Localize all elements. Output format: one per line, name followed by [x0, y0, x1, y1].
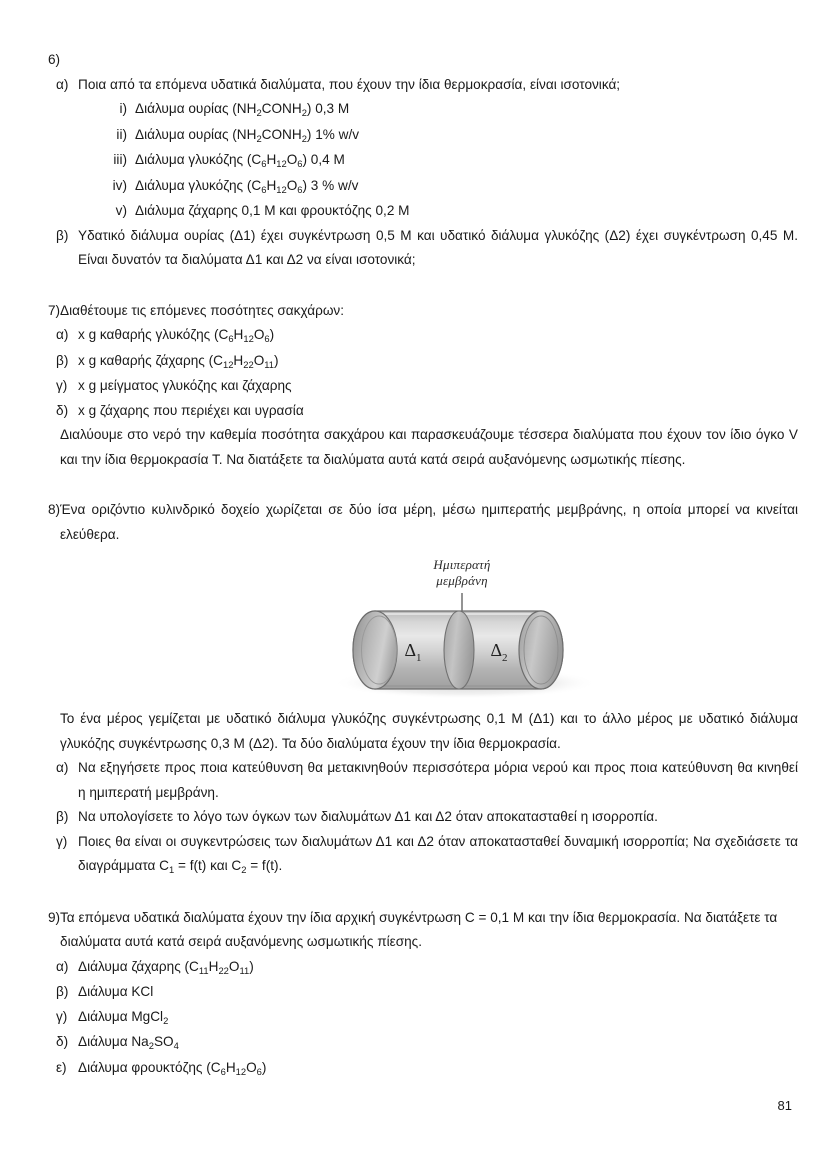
question-9-item-d — [48, 1030, 798, 1056]
question-8-items — [30, 756, 798, 880]
section-gap — [30, 472, 798, 498]
cylinder-diagram-icon — [313, 555, 613, 707]
subitem-text: Διάλυμα ζάχαρης 0,1 M και φρουκτόζης 0,2 M — [135, 203, 410, 218]
membrane-label-line-1: Ημιπερατή — [433, 557, 491, 572]
item-marker: β) — [56, 809, 69, 824]
question-7-item-c — [48, 374, 798, 399]
question-9-item-e — [48, 1056, 798, 1082]
section-gap — [30, 273, 798, 299]
question-7-closing-row — [30, 423, 798, 472]
item-marker: β) — [56, 352, 69, 368]
item-text: Να υπολογίσετε το λόγο των όγκων των διαλυμάτων Δ1 και Δ2 όταν αποκατασταθεί η ισορροπία. — [78, 809, 658, 824]
item-text: Διάλυμα ζάχαρης $(C_{11}H_{22}O_{11})$ — [78, 958, 254, 976]
subitem-marker: iii) — [113, 152, 127, 167]
item-text: x g καθαρής ζάχαρης $(C_{12}H_{22}O_{11})$ — [78, 352, 279, 370]
item-text: x g ζάχαρης που περιέχει και υγρασία — [78, 402, 304, 418]
question-after-figure-text: Το ένα μέρος γεμίζεται με υδατικό διάλυμα γλυκόζης συγκέντρωσης 0,1 M (Δ1) και το άλλο μέρος με υδατικό διάλυμα γλυκόζης συγκέντρωσης 0,3 M (Δ2). Τα δύο διαλύματα έχουν την ίδια θερμοκρασία. — [60, 711, 798, 751]
item-text: Διάλυμα φρουκτόζης $(C_6H_{12}O_6)$ — [78, 1059, 267, 1077]
subitem-iv — [101, 174, 798, 200]
left-chamber-label: $\Delta_1$ — [404, 640, 422, 664]
item-marker: ε) — [56, 1059, 67, 1075]
question-intro: Ένα οριζόντιο κυλινδρικό δοχείο χωρίζεται σε δύο ίσα μέρη, μέσω ημιπερατής μεμβράνης, η οποία μπορεί να κινείται ελεύθερα. — [60, 502, 798, 542]
item-marker: δ) — [56, 402, 69, 418]
page-number: 81 — [777, 1098, 792, 1113]
figure-container — [30, 555, 798, 707]
question-6 — [30, 48, 798, 273]
subitem-i — [101, 97, 798, 123]
subitem-marker: ii) — [116, 126, 127, 142]
question-8-intro-row — [30, 498, 798, 547]
question-number: 9) — [48, 909, 61, 925]
item-text: Να εξηγήσετε προς ποια κατεύθυνση θα μετακινηθούν περισσότερα μόρια νερού και προς ποια κατεύθυνση θα κινηθεί η ημιπερατή μεμβράνη. — [78, 760, 798, 800]
question-number: 8) — [48, 502, 61, 517]
semipermeable-membrane — [444, 611, 474, 689]
subitem-marker: iv) — [112, 177, 127, 193]
question-6-item-a — [30, 73, 798, 98]
item-marker: α) — [56, 958, 69, 974]
item-marker: α) — [56, 760, 69, 775]
subitem-text: Διάλυμα γλυκόζης $(C_6H_{12}O_6)$ 0,4 M — [135, 152, 345, 169]
subitem-text: Διάλυμα ουρίας $(NH_2CONH_2)$ 0,3 M — [135, 101, 350, 118]
question-number: 6) — [48, 52, 61, 67]
item-marker: γ) — [56, 1008, 68, 1024]
question-9-item-b — [48, 980, 798, 1005]
item-marker: α) — [56, 327, 69, 342]
question-closing: Διαλύουμε στο νερό την καθεμία ποσότητα σακχάρου και παρασκευάζουμε τέσσερα διαλύματα που έχουν τον ίδιο όγκο V και την ίδια θερμοκρασία Τ. Να διατάξετε τα διαλύματα αυτά κατά σειρά αυξανόμενης ωσμωτικής πίεσης. — [60, 427, 798, 467]
item-text: Διάλυμα $Na_2SO_4$ — [78, 1034, 179, 1051]
cylinder-figure — [313, 555, 613, 707]
item-text: Ποια από τα επόμενα υδατικά διαλύματα, που έχουν την ίδια θερμοκρασία, είναι ισοτονικά; — [78, 76, 621, 92]
item-text: Διάλυμα MgCl$_2$ — [78, 1008, 169, 1026]
item-text: Ποιες θα είναι οι συγκεντρώσεις των διαλυμάτων Δ1 και Δ2 όταν αποκατασταθεί δυναμική ισορροπία; Να σχεδιάσετε τα διαγράμματα $C_1 = f(t)$ και $C_2 = f(t)$. — [78, 833, 798, 875]
question-9-items — [30, 955, 798, 1082]
question-6-subitems — [30, 97, 798, 224]
right-chamber-label: $\Delta_2$ — [490, 640, 508, 664]
question-7-item-b — [48, 349, 798, 375]
question-8-item-c — [48, 830, 798, 880]
question-9-item-c — [48, 1005, 798, 1031]
question-7 — [30, 299, 798, 473]
item-text: x g μείγματος γλυκόζης και ζάχαρης — [78, 378, 292, 393]
question-9 — [30, 906, 798, 1082]
subitem-iii — [101, 148, 798, 174]
item-marker: β) — [56, 227, 69, 243]
subitem-text: Διάλυμα γλυκόζης $(C_6H_{12}O_6)$ 3 % w/v — [135, 177, 359, 195]
cylinder-right-cap — [519, 611, 563, 689]
item-marker: γ) — [56, 833, 68, 849]
subitem-marker: v) — [115, 203, 127, 218]
section-gap — [30, 880, 798, 906]
question-8-after-figure-row — [30, 707, 798, 756]
question-8-item-a — [48, 756, 798, 805]
question-9-item-a — [48, 955, 798, 981]
item-marker: β) — [56, 984, 69, 999]
question-6-item-b — [30, 224, 798, 273]
question-7-item-d — [48, 399, 798, 424]
question-6-number-row — [30, 48, 798, 73]
item-text: Υδατικό διάλυμα ουρίας (Δ1) έχει συγκέντρωση 0,5 M και υδατικό διάλυμα γλυκόζης (Δ2) έχει συγκέντρωση 0,45 M. Είναι δυνατόν τα διαλύματα Δ1 και Δ2 να είναι ισοτονικά; — [78, 227, 798, 267]
question-intro: Τα επόμενα υδατικά διαλύματα έχουν την ίδια αρχική συγκέντρωση C = 0,1 M και την ίδια θερμοκρασία. Να διατάξετε τα διαλύματα αυτά κατά σειρά αυξανόμενης ωσμωτικής πίεσης. — [60, 909, 778, 949]
item-text: Διάλυμα KCl — [78, 984, 154, 999]
question-8 — [30, 498, 798, 880]
item-marker: α) — [56, 76, 69, 92]
subitem-v — [101, 199, 798, 224]
question-number: 7) — [48, 302, 61, 318]
question-7-intro-row — [30, 299, 798, 324]
membrane-label-line-2: μεμβράνη — [436, 573, 488, 588]
subitem-ii — [101, 123, 798, 149]
item-marker: δ) — [56, 1034, 69, 1049]
subitem-marker: i) — [119, 101, 127, 116]
cylinder-left-cap — [353, 611, 397, 689]
question-7-item-a — [48, 323, 798, 349]
question-intro: Διαθέτουμε τις επόμενες ποσότητες σακχάρων: — [60, 302, 345, 318]
question-7-items — [30, 323, 798, 423]
question-8-item-b — [48, 805, 798, 830]
item-text: x g καθαρής γλυκόζης $(C_6H_{12}O_6)$ — [78, 327, 275, 344]
subitem-text: Διάλυμα ουρίας $(NH_2CONH_2)$ 1% w/v — [135, 126, 360, 144]
question-9-intro-row — [30, 906, 798, 955]
item-marker: γ) — [56, 378, 68, 393]
